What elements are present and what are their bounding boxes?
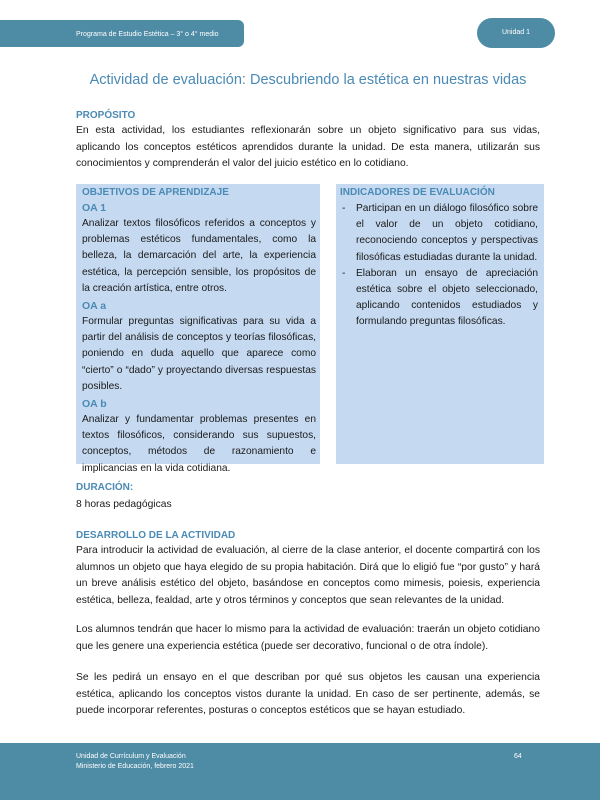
desarrollo-paragraph: Los alumnos tendrán que hacer lo mismo para la actividad de evaluación: traerán un objeto cotidiano que les genere una experiencia estética (puede ser decorativo, funcional o de otra índole). xyxy=(76,624,540,652)
oa-label: OA a xyxy=(82,300,107,313)
duracion-label: DURACIÓN: xyxy=(76,482,134,493)
indicador-text: Elaboran un ensayo de apreciación estética sobre el objeto seleccionado, aplicando contenidos estudiados y formulando preguntas filosóficas. xyxy=(356,267,538,328)
unit-label: Unidad 1 xyxy=(501,29,531,36)
page-title: Actividad de evaluación: Descubriendo la estética en nuestras vidas xyxy=(89,72,527,88)
indicador-item xyxy=(340,201,538,266)
oa-label: OA b xyxy=(82,398,107,411)
indicador-item xyxy=(340,266,538,331)
list-dash: - xyxy=(342,267,346,279)
indicadores-list xyxy=(340,201,538,331)
desarrollo-label: DESARROLLO DE LA ACTIVIDAD xyxy=(76,530,236,541)
list-dash: - xyxy=(342,203,346,214)
indicadores-box xyxy=(336,184,544,464)
desarrollo-paragraph: Para introducir la actividad de evaluación, al cierre de la clase anterior, el docente compartirá con los alumnos un objeto que haya elegido de su propia habitación. Dirá que lo eligió fue “por gusto” y hará un breve análisis estético del objeto, basándose en conceptos como mimesis, poiesis, experiencia estética, belleza, fealdad, arte y otros términos y conceptos que sean relevantes de la unidad. xyxy=(76,545,540,606)
objetivos-heading: OBJETIVOS DE APRENDIZAJE xyxy=(82,187,229,198)
desarrollo-paragraph: Se les pedirá un ensayo en el que describan por qué sus objetos les causan una experiencia estética, aplicando los conceptos vistos durante la unidad. En caso de ser pertinente, además, se puede incorporar referentes, posturas o conceptos estéticos que se hayan estudiado. xyxy=(76,672,540,716)
proposito-text: En esta actividad, los estudiantes reflexionarán sobre un objeto significativo para sus vidas, aplicando los conceptos estéticos aprendidos durante la unidad. De esta manera, utilizarán sus conocimientos y comprenderán el valor del juicio estético en lo cotidiano. xyxy=(76,125,540,169)
page-number: 64 xyxy=(514,753,522,760)
oa-text: Analizar y fundamentar problemas presentes en textos filosóficos, considerando sus supuestos, conceptos, métodos de razonamiento e implicancias en la vida cotidiana. xyxy=(82,414,316,474)
page-footer xyxy=(0,743,600,800)
proposito-label: PROPÓSITO xyxy=(76,110,136,121)
footer-ministry: Ministerio de Educación, febrero 2021 xyxy=(76,763,194,770)
indicador-text: Participan en un diálogo filosófico sobre el valor de un objeto cotidiano, reconociendo conceptos y perspectivas filosóficas estudiadas durante la unidad. xyxy=(356,203,538,263)
oa-label: OA 1 xyxy=(82,202,107,214)
unit-badge xyxy=(477,18,555,48)
objetivos-box xyxy=(76,184,320,474)
footer-unit: Unidad de Currículum y Evaluación xyxy=(76,753,186,760)
indicadores-heading: INDICADORES DE EVALUACIÓN xyxy=(340,187,495,198)
program-title: Programa de Estudio Estética – 3° o 4° medio xyxy=(76,31,219,38)
duracion-text: 8 horas pedagógicas xyxy=(76,499,172,510)
oa-text: Formular preguntas significativas para su vida a partir del análisis de conceptos y teorías filosóficas, poniendo en duda aquello que aparece como “cierto” o “dado” y proyectando diversas respuestas posibles. xyxy=(82,316,316,392)
oa-text: Analizar textos filosóficos referidos a conceptos y problemas estéticos fundamentales, como la belleza, la demarcación del arte, la experiencia estética, la percepción sensible, los propósitos de la creación artística, entre otros. xyxy=(82,218,316,294)
program-header xyxy=(0,20,244,47)
